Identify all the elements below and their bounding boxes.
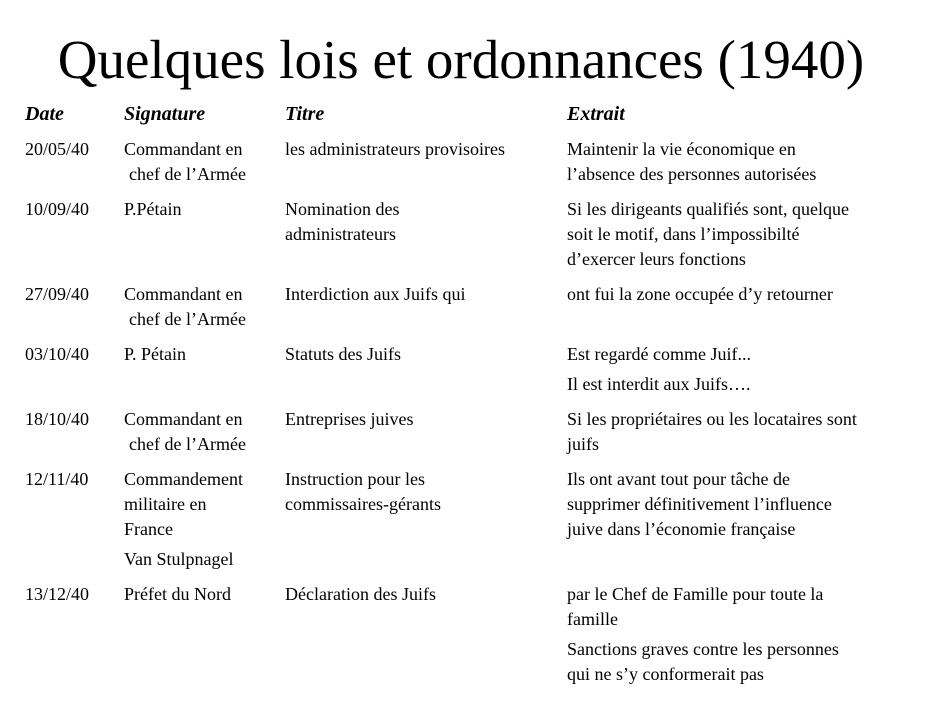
cell-extrait: Est regardé comme Juif... Il est interdit aux Juifs…. — [567, 344, 751, 394]
cell-date: 10/09/40 — [25, 199, 90, 219]
cell-titre: Statuts des Juifs — [285, 344, 402, 364]
cell-date: 27/09/40 — [25, 284, 90, 304]
cell-signature: Commandant en chef de l’Armée — [124, 139, 246, 184]
cell-extrait: Si les propriétaires ou les locataires sont juifs — [567, 409, 857, 454]
header-extrait: Extrait — [567, 103, 625, 125]
cell-titre: Nomination des administrateurs — [285, 199, 400, 244]
header-titre: Titre — [285, 103, 325, 125]
table-row — [25, 197, 925, 272]
cell-extrait: Si les dirigeants qualifiés sont, quelque soit le motif, dans l’impossibilté d’exercer leurs fonctions — [567, 199, 849, 269]
table-row — [25, 467, 925, 572]
cell-signature: Préfet du Nord — [124, 584, 231, 604]
cell-titre: Déclaration des Juifs — [285, 584, 436, 604]
cell-extrait: par le Chef de Famille pour toute la famille Sanctions graves contre les personnes qui ne s’y conformerait pas — [567, 584, 839, 684]
cell-signature: Commandement militaire en France Van Stulpnagel — [124, 469, 243, 569]
cell-extrait: ont fui la zone occupée d’y retourner — [567, 284, 833, 304]
cell-signature: P.Pétain — [124, 199, 182, 219]
table-row — [25, 582, 925, 687]
cell-date: 20/05/40 — [25, 139, 90, 159]
cell-titre: Instruction pour les commissaires-gérants — [285, 469, 441, 514]
page-title: Quelques lois et ordonnances (1940) — [57, 29, 865, 90]
cell-date: 12/11/40 — [25, 469, 89, 489]
table-row — [25, 407, 925, 457]
table-header — [25, 99, 925, 129]
table-row — [25, 342, 925, 397]
laws-table — [25, 99, 925, 697]
cell-date: 03/10/40 — [25, 344, 90, 364]
table-row — [25, 282, 925, 332]
cell-extrait: Ils ont avant tout pour tâche de supprimer définitivement l’influence juive dans l’économie française — [567, 469, 832, 539]
cell-titre: Interdiction aux Juifs qui — [285, 284, 466, 304]
cell-titre: les administrateurs provisoires — [285, 139, 505, 159]
cell-signature: Commandant en chef de l’Armée — [124, 409, 246, 454]
cell-signature: P. Pétain — [124, 344, 187, 364]
cell-titre: Entreprises juives — [285, 409, 414, 429]
cell-signature: Commandant en chef de l’Armée — [124, 284, 246, 329]
cell-date: 13/12/40 — [25, 584, 90, 604]
cell-date: 18/10/40 — [25, 409, 90, 429]
table-row — [25, 137, 925, 187]
header-date: Date — [25, 103, 64, 125]
header-signature: Signature — [124, 103, 206, 125]
cell-extrait: Maintenir la vie économique en l’absence des personnes autorisées — [567, 139, 817, 184]
